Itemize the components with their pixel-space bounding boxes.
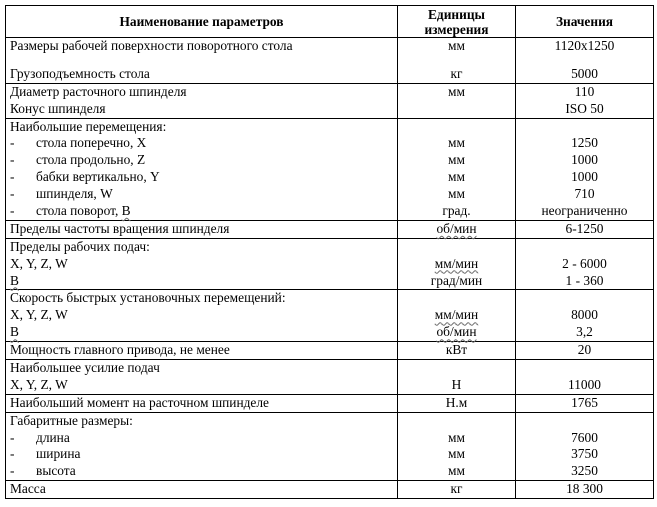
param-cell: Наибольший момент на расточном шпинделе [6, 394, 398, 412]
unit-cell: Н.м [398, 394, 516, 412]
value-cell: 1250 1000 1000 710 неограниченно [516, 118, 654, 220]
unit-cell: мм/мин град/мин [398, 238, 516, 290]
table-row [6, 360, 654, 395]
table-row [6, 118, 654, 220]
table-row [6, 38, 654, 84]
unit-cell: кВт [398, 342, 516, 360]
table-row [6, 220, 654, 238]
header-param: Наименование параметров [6, 6, 398, 38]
table-row [6, 481, 654, 499]
param-cell: Диаметр расточного шпинделя Конус шпинделя [6, 83, 398, 118]
unit-cell: мм/мин об/мин [398, 290, 516, 342]
unit-cell: мм кг [398, 38, 516, 84]
value-cell: 7600 3750 3250 [516, 412, 654, 481]
param-cell: Наибольшие перемещения: - стола поперечно, X - стола продольно, Z - бабки вертикально, Y - шпинделя, W - стола поворот, B [6, 118, 398, 220]
param-cell: Пределы рабочих подач: X, Y, Z, W B [6, 238, 398, 290]
unit-cell: об/мин [398, 220, 516, 238]
value-cell: 11000 [516, 360, 654, 395]
unit-cell: мм [398, 83, 516, 118]
table-row [6, 394, 654, 412]
header-row [6, 6, 654, 38]
unit-cell: мм мм мм [398, 412, 516, 481]
value-cell: 1765 [516, 394, 654, 412]
header-unit: Единицы измерения [398, 6, 516, 38]
param-cell: Габаритные размеры: - длина - ширина - высота [6, 412, 398, 481]
header-value: Значения [516, 6, 654, 38]
value-cell: 1120х1250 5000 [516, 38, 654, 84]
value-cell: 6-1250 [516, 220, 654, 238]
value-cell: 20 [516, 342, 654, 360]
specs-table [5, 5, 654, 499]
table-row [6, 83, 654, 118]
unit-cell: мм мм мм мм град. [398, 118, 516, 220]
param-cell: Скорость быстрых установочных перемещений: X, Y, Z, W B [6, 290, 398, 342]
value-cell: 110 ISO 50 [516, 83, 654, 118]
param-cell: Масса [6, 481, 398, 499]
table-row [6, 412, 654, 481]
param-cell: Размеры рабочей поверхности поворотного стола Грузоподъемность стола [6, 38, 398, 84]
param-cell: Пределы частоты вращения шпинделя [6, 220, 398, 238]
value-cell: 8000 3,2 [516, 290, 654, 342]
unit-cell: Н [398, 360, 516, 395]
unit-cell: кг [398, 481, 516, 499]
value-cell: 18 300 [516, 481, 654, 499]
param-cell: Наибольшее усилие подач X, Y, Z, W [6, 360, 398, 395]
value-cell: 2 - 6000 1 - 360 [516, 238, 654, 290]
table-row [6, 290, 654, 342]
param-cell: Мощность главного привода, не менее [6, 342, 398, 360]
table-row [6, 342, 654, 360]
table-row [6, 238, 654, 290]
